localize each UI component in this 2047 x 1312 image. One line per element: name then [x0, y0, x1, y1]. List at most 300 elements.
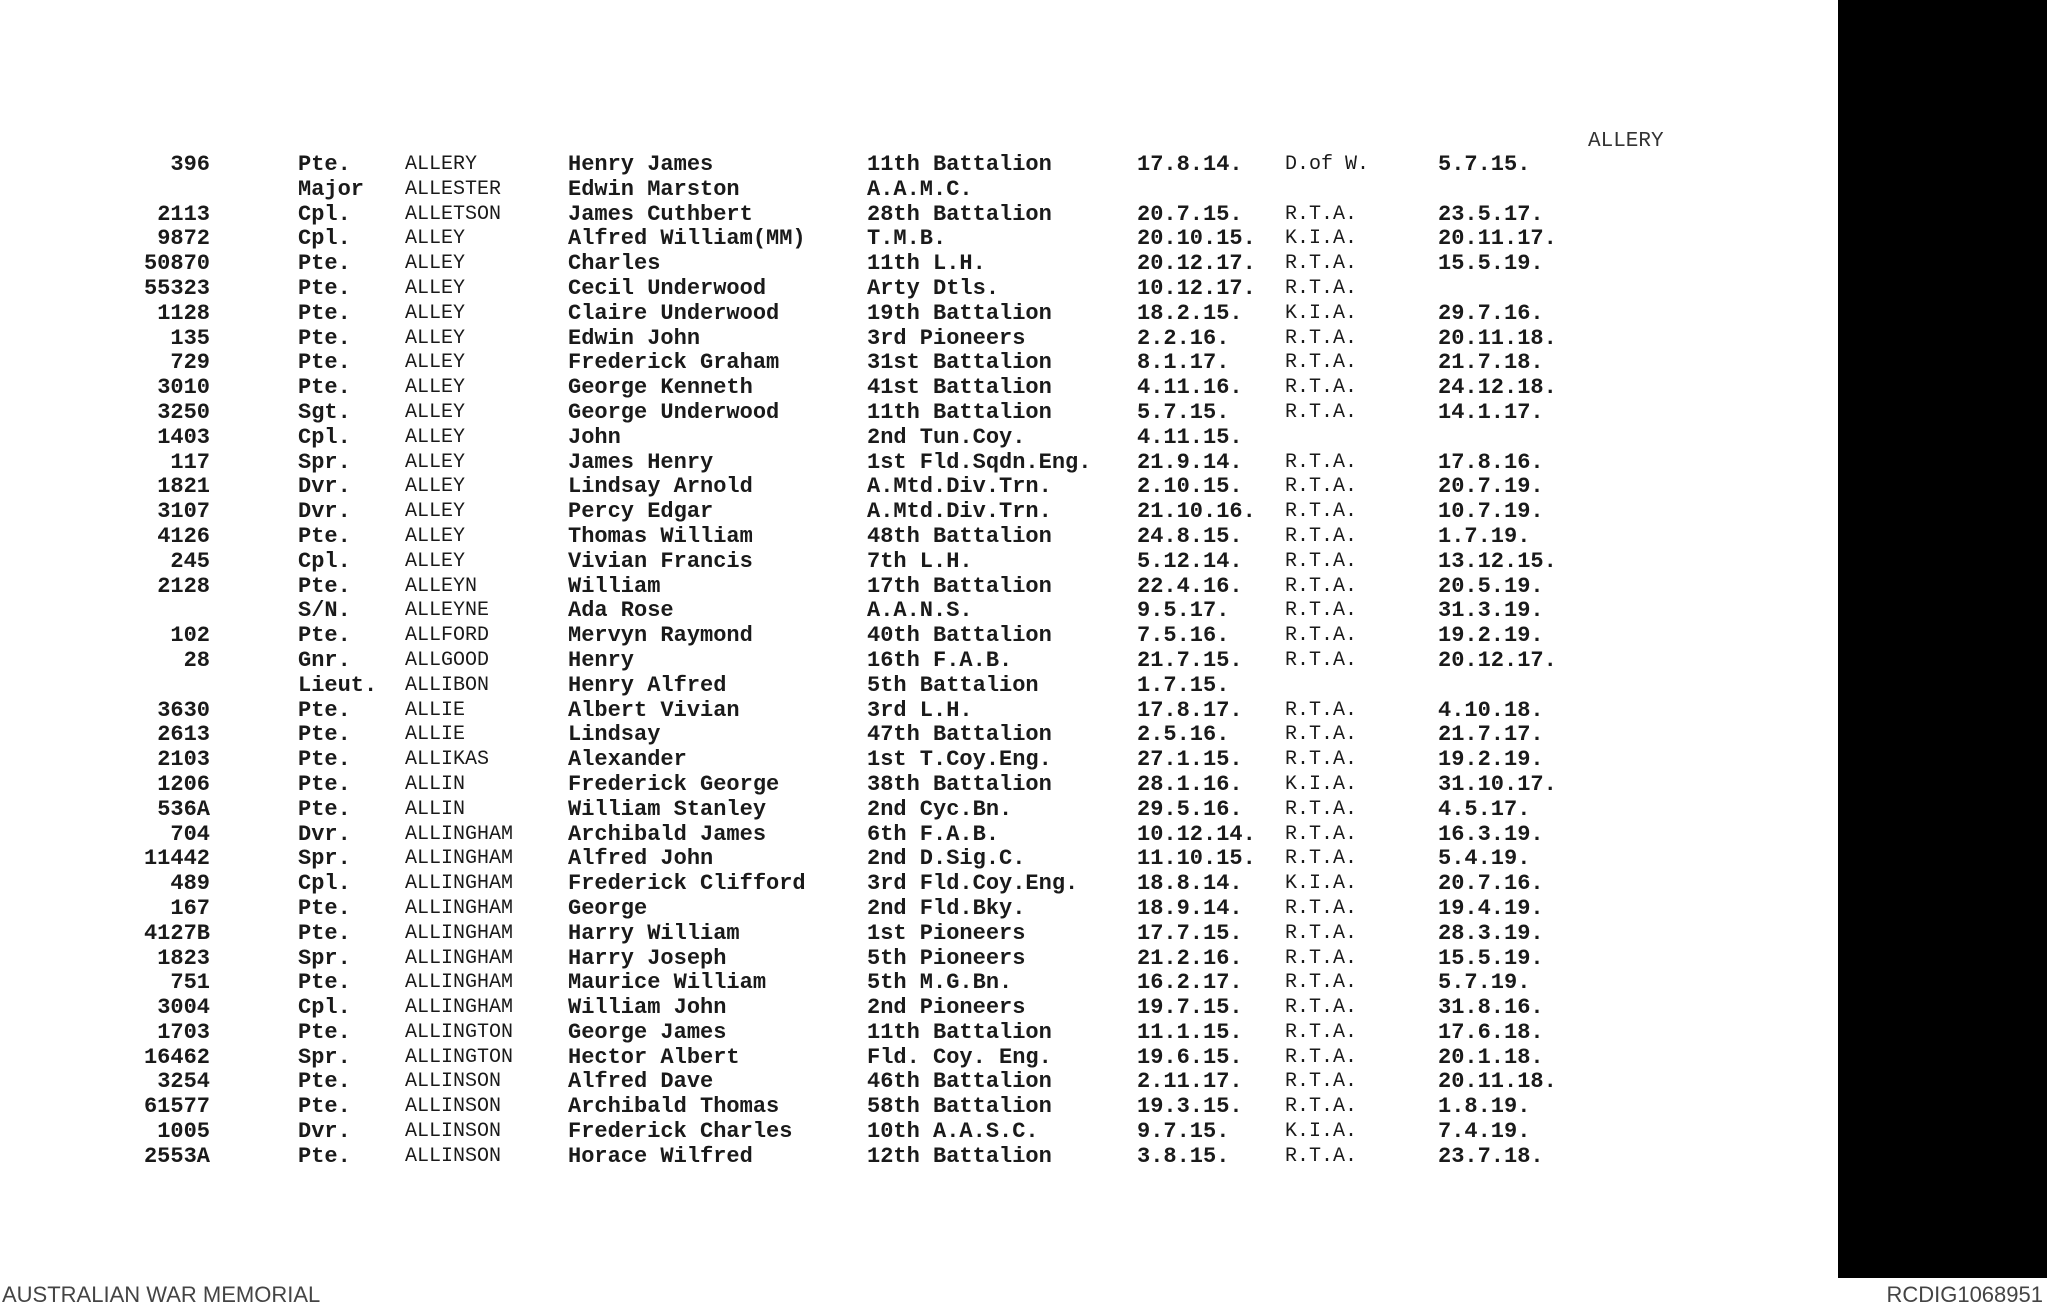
fate-date: 31.3.19. [1438, 598, 1544, 624]
unit: 28th Battalion [867, 201, 1052, 227]
fate: R.T.A. [1285, 797, 1358, 821]
fate: R.T.A. [1285, 376, 1358, 400]
enlistment-date: 27.1.15. [1137, 747, 1243, 773]
enlistment-date: 20.10.15. [1137, 226, 1256, 252]
rank: Pte. [298, 771, 351, 797]
rank: Spr. [298, 449, 351, 475]
surname: ALLIN [405, 797, 466, 821]
fate-date: 29.7.16. [1438, 300, 1544, 326]
enlistment-date: 21.10.16. [1137, 499, 1256, 525]
service-number: 28 [183, 647, 210, 673]
unit: Arty Dtls. [867, 275, 1000, 301]
fate: R.T.A. [1285, 748, 1358, 772]
rank: Dvr. [298, 1119, 351, 1145]
surname: ALLINSON [405, 1095, 502, 1119]
surname: ALLGOOD [405, 648, 490, 672]
surname: ALLIBON [405, 673, 490, 697]
unit: 19th Battalion [867, 300, 1052, 326]
fate-date: 4.5.17. [1438, 796, 1531, 822]
given-names: Maurice William [568, 970, 767, 996]
service-number: 4127B [143, 920, 210, 946]
surname: ALLINGHAM [405, 896, 514, 920]
rank: Spr. [298, 846, 351, 872]
given-names: Edwin Marston [568, 176, 740, 202]
given-names: Hector Albert [568, 1044, 740, 1070]
fate-date: 21.7.18. [1438, 350, 1544, 376]
fate-date: 23.7.18. [1438, 1143, 1544, 1169]
rank: Cpl. [298, 871, 351, 897]
rank: Dvr. [298, 474, 351, 500]
unit: 31st Battalion [867, 350, 1052, 376]
fate-date: 4.10.18. [1438, 697, 1544, 723]
unit: 12th Battalion [867, 1143, 1052, 1169]
rank: Pte. [298, 1069, 351, 1095]
fate: R.T.A. [1285, 1095, 1358, 1119]
enlistment-date: 10.12.14. [1137, 821, 1256, 847]
surname: ALLINGHAM [405, 971, 514, 995]
fate: R.T.A. [1285, 202, 1358, 226]
fate-date: 17.8.16. [1438, 449, 1544, 475]
rank: Lieut. [298, 672, 378, 698]
fate: R.T.A. [1285, 996, 1358, 1020]
service-number: 16462 [143, 1044, 210, 1070]
enlistment-date: 17.8.14. [1137, 152, 1243, 177]
unit: 40th Battalion [867, 623, 1052, 649]
surname: ALLEY [405, 450, 466, 474]
service-number: 1821 [157, 474, 210, 500]
fate-date: 20.5.19. [1438, 573, 1544, 599]
surname: ALLINSON [405, 1070, 502, 1094]
fate: R.T.A. [1285, 698, 1358, 722]
rank: Pte. [298, 697, 351, 723]
rank: Pte. [298, 251, 351, 277]
service-number: 704 [170, 821, 210, 847]
fate: R.T.A. [1285, 648, 1358, 672]
surname: ALLINSON [405, 1120, 502, 1144]
fate-date: 14.1.17. [1438, 399, 1544, 425]
service-number: 2613 [157, 722, 210, 748]
fate: R.T.A. [1285, 1144, 1358, 1168]
rank: Pte. [298, 275, 351, 301]
enlistment-date: 17.7.15. [1137, 920, 1243, 946]
rank: Pte. [298, 375, 351, 401]
given-names: George [568, 895, 648, 921]
rank: Pte. [298, 325, 351, 351]
enlistment-date: 19.6.15. [1137, 1044, 1243, 1070]
unit: 11th Battalion [867, 152, 1052, 177]
unit: 1st Pioneers [867, 920, 1026, 946]
surname: ALLERY [405, 153, 478, 176]
surname: ALLIN [405, 772, 466, 796]
rank: Spr. [298, 945, 351, 971]
fate: R.T.A. [1285, 351, 1358, 375]
enlistment-date: 19.7.15. [1137, 995, 1243, 1021]
service-number: 50870 [143, 251, 210, 277]
enlistment-date: 29.5.16. [1137, 796, 1243, 822]
enlistment-date: 19.3.15. [1137, 1094, 1243, 1120]
given-names: Albert Vivian [568, 697, 740, 723]
given-names: Frederick George [568, 771, 780, 797]
rank: Pte. [298, 1019, 351, 1045]
enlistment-date: 21.9.14. [1137, 449, 1243, 475]
fate: R.T.A. [1285, 450, 1358, 474]
given-names: Henry [568, 647, 635, 673]
fate-date: 1.7.19. [1438, 523, 1531, 549]
rank: Pte. [298, 152, 351, 177]
enlistment-date: 18.8.14. [1137, 871, 1243, 897]
surname: ALLINGHAM [405, 822, 514, 846]
service-number: 61577 [143, 1094, 210, 1120]
surname: ALLINGHAM [405, 847, 514, 871]
enlistment-date: 17.8.17. [1137, 697, 1243, 723]
fate-date: 20.11.18. [1438, 1069, 1557, 1095]
enlistment-date: 2.2.16. [1137, 325, 1230, 351]
unit: 1st T.Coy.Eng. [867, 747, 1052, 773]
rank: Cpl. [298, 226, 351, 252]
footer-id: RCDIG1068951 [1886, 1282, 2043, 1307]
fate-date: 20.11.18. [1438, 325, 1557, 351]
surname: ALLINGHAM [405, 996, 514, 1020]
rank: Pte. [298, 970, 351, 996]
scan-border [1838, 0, 2047, 1278]
enlistment-date: 18.9.14. [1137, 895, 1243, 921]
service-number: 2103 [157, 747, 210, 773]
fate-date: 23.5.17. [1438, 201, 1544, 227]
unit: 5th Battalion [867, 672, 1039, 698]
fate-date: 20.1.18. [1438, 1044, 1544, 1070]
fate: K.I.A. [1285, 772, 1358, 796]
service-number: 3010 [157, 375, 210, 401]
enlistment-date: 4.11.16. [1137, 375, 1243, 401]
surname: ALLEY [405, 549, 466, 573]
enlistment-date: 5.7.15. [1137, 399, 1230, 425]
enlistment-date: 10.12.17. [1137, 275, 1256, 301]
enlistment-date: 7.5.16. [1137, 623, 1230, 649]
rank: Pte. [298, 920, 351, 946]
surname: ALLINGTON [405, 1045, 514, 1069]
service-number: 167 [170, 895, 210, 921]
given-names: Alfred Dave [568, 1069, 714, 1095]
surname: ALLEY [405, 351, 466, 375]
service-number: 729 [170, 350, 210, 376]
fate-date: 31.8.16. [1438, 995, 1544, 1021]
enlistment-date: 9.5.17. [1137, 598, 1230, 624]
fate-date: 7.4.19. [1438, 1119, 1531, 1145]
surname: ALLETSON [405, 202, 502, 226]
unit: A.A.M.C. [867, 176, 973, 202]
rank: S/N. [298, 598, 351, 624]
unit: 2nd Tun.Coy. [867, 424, 1026, 450]
rank: Cpl. [298, 201, 351, 227]
fate-date: 1.8.19. [1438, 1094, 1531, 1120]
enlistment-date: 11.1.15. [1137, 1019, 1243, 1045]
surname: ALLIKAS [405, 748, 490, 772]
rank: Pte. [298, 722, 351, 748]
enlistment-date: 1.7.15. [1137, 672, 1230, 698]
surname: ALLIE [405, 723, 466, 747]
fate-date: 20.7.19. [1438, 474, 1544, 500]
unit: 41st Battalion [867, 375, 1052, 401]
service-number: 117 [170, 449, 210, 475]
fate: R.T.A. [1285, 847, 1358, 871]
given-names: James Henry [568, 449, 714, 475]
surname: ALLIE [405, 698, 466, 722]
surname: ALLFORD [405, 624, 490, 648]
given-names: George Kenneth [568, 375, 753, 401]
given-names: Henry Alfred [568, 672, 727, 698]
given-names: Alexander [568, 747, 687, 773]
enlistment-date: 4.11.15. [1137, 424, 1243, 450]
rank: Gnr. [298, 647, 351, 673]
service-number: 4126 [157, 523, 210, 549]
surname: ALLEY [405, 252, 466, 276]
rank: Pte. [298, 623, 351, 649]
rank: Pte. [298, 523, 351, 549]
fate: R.T.A. [1285, 599, 1358, 623]
surname: ALLEY [405, 326, 466, 350]
fate: R.T.A. [1285, 524, 1358, 548]
fate-date: 20.7.16. [1438, 871, 1544, 897]
service-number: 1128 [157, 300, 210, 326]
unit: 11th Battalion [867, 1019, 1052, 1045]
given-names: Claire Underwood [568, 300, 780, 326]
unit: 1st Fld.Sqdn.Eng. [867, 449, 1092, 475]
enlistment-date: 9.7.15. [1137, 1119, 1230, 1145]
unit: 2nd D.Sig.C. [867, 846, 1026, 872]
fate: K.I.A. [1285, 872, 1358, 896]
unit: 17th Battalion [867, 573, 1052, 599]
given-names: Cecil Underwood [568, 275, 767, 301]
unit: 16th F.A.B. [867, 647, 1013, 673]
service-number: 9872 [157, 226, 210, 252]
fate: R.T.A. [1285, 822, 1358, 846]
service-number: 2128 [157, 573, 210, 599]
unit: T.M.B. [867, 226, 947, 252]
fate-date: 19.2.19. [1438, 747, 1544, 773]
given-names: Archibald James [568, 821, 767, 847]
enlistment-date: 22.4.16. [1137, 573, 1243, 599]
unit: 5th M.G.Bn. [867, 970, 1013, 996]
fate: K.I.A. [1285, 1120, 1358, 1144]
rank: Pte. [298, 1143, 351, 1169]
fate: R.T.A. [1285, 549, 1358, 573]
service-number: 3004 [157, 995, 210, 1021]
rank: Major [298, 176, 365, 202]
service-number: 1005 [157, 1119, 210, 1145]
enlistment-date: 20.12.17. [1137, 251, 1256, 277]
unit: 2nd Pioneers [867, 995, 1026, 1021]
given-names: George James [568, 1019, 727, 1045]
given-names: Alfred John [568, 846, 714, 872]
service-number: 3107 [157, 499, 210, 525]
given-names: Harry Joseph [568, 945, 727, 971]
rank: Spr. [298, 1044, 351, 1070]
given-names: Percy Edgar [568, 499, 714, 525]
unit: 3rd L.H. [867, 697, 973, 723]
unit: 47th Battalion [867, 722, 1052, 748]
surname: ALLEY [405, 400, 466, 424]
service-number: 2113 [157, 201, 210, 227]
given-names: Lindsay Arnold [568, 474, 753, 500]
fate-date: 10.7.19. [1438, 499, 1544, 525]
surname: ALLEY [405, 500, 466, 524]
fate-date: 15.5.19. [1438, 251, 1544, 277]
fate-date: 19.2.19. [1438, 623, 1544, 649]
given-names: Frederick Clifford [568, 871, 806, 897]
service-number: 1703 [157, 1019, 210, 1045]
rank: Pte. [298, 796, 351, 822]
unit: 6th F.A.B. [867, 821, 1000, 847]
given-names: Ada Rose [568, 598, 674, 624]
fate-date: 15.5.19. [1438, 945, 1544, 971]
fate-date: 31.10.17. [1438, 771, 1557, 797]
given-names: William Stanley [568, 796, 767, 822]
unit: 11th Battalion [867, 399, 1052, 425]
enlistment-date: 2.11.17. [1137, 1069, 1243, 1095]
enlistment-date: 24.8.15. [1137, 523, 1243, 549]
fate: R.T.A. [1285, 1045, 1358, 1069]
surname: ALLEY [405, 376, 466, 400]
given-names: George Underwood [568, 399, 780, 425]
fate: R.T.A. [1285, 896, 1358, 920]
enlistment-date: 28.1.16. [1137, 771, 1243, 797]
fate-date: 24.12.18. [1438, 375, 1557, 401]
rank: Pte. [298, 1094, 351, 1120]
unit: A.Mtd.Div.Trn. [867, 474, 1052, 500]
surname: ALLEYNE [405, 599, 490, 623]
fate-date: 20.12.17. [1438, 647, 1557, 673]
surname: ALLEYN [405, 574, 478, 598]
surname: ALLINGHAM [405, 921, 514, 945]
rank: Dvr. [298, 499, 351, 525]
enlistment-date: 2.10.15. [1137, 474, 1243, 500]
unit: 3rd Fld.Coy.Eng. [867, 871, 1079, 897]
footer-institution: AUSTRALIAN WAR MEMORIAL [2, 1282, 321, 1307]
unit: 3rd Pioneers [867, 325, 1026, 351]
unit: 7th L.H. [867, 548, 973, 574]
unit: 38th Battalion [867, 771, 1052, 797]
enlistment-date: 18.2.15. [1137, 300, 1243, 326]
fate: R.T.A. [1285, 1020, 1358, 1044]
surname: ALLESTER [405, 177, 502, 201]
surname: ALLEY [405, 227, 466, 251]
fate: R.T.A. [1285, 971, 1358, 995]
given-names: Harry William [568, 920, 740, 946]
unit: 2nd Fld.Bky. [867, 895, 1026, 921]
given-names: Alfred William(MM) [568, 226, 806, 252]
fate-date: 17.6.18. [1438, 1019, 1544, 1045]
enlistment-date: 2.5.16. [1137, 722, 1230, 748]
service-number: 396 [170, 152, 210, 177]
rank: Sgt. [298, 399, 351, 425]
unit: 11th L.H. [867, 251, 986, 277]
service-number: 245 [170, 548, 210, 574]
enlistment-date: 5.12.14. [1137, 548, 1243, 574]
service-number: 2553A [143, 1143, 210, 1169]
fate: D.of W. [1285, 153, 1370, 176]
enlistment-date: 20.7.15. [1137, 201, 1243, 227]
given-names: John [568, 424, 621, 450]
enlistment-date: 21.7.15. [1137, 647, 1243, 673]
fate-date: 19.4.19. [1438, 895, 1544, 921]
fate: K.I.A. [1285, 301, 1358, 325]
surname: ALLINGHAM [405, 872, 514, 896]
surname: ALLEY [405, 524, 466, 548]
fate-date: 28.3.19. [1438, 920, 1544, 946]
fate-date: 5.7.15. [1438, 152, 1531, 177]
fate: R.T.A. [1285, 252, 1358, 276]
service-number: 1823 [157, 945, 210, 971]
fate-date: 13.12.15. [1438, 548, 1557, 574]
unit: A.Mtd.Div.Trn. [867, 499, 1052, 525]
fate: R.T.A. [1285, 921, 1358, 945]
unit: 48th Battalion [867, 523, 1052, 549]
rank: Pte. [298, 747, 351, 773]
fate: K.I.A. [1285, 227, 1358, 251]
rank: Dvr. [298, 821, 351, 847]
footer [0, 1278, 2047, 1312]
given-names: William [568, 573, 661, 599]
given-names: Henry James [568, 152, 714, 177]
service-number: 1403 [157, 424, 210, 450]
service-number: 751 [170, 970, 210, 996]
given-names: Horace Wilfred [568, 1143, 753, 1169]
fate: R.T.A. [1285, 326, 1358, 350]
unit: 58th Battalion [867, 1094, 1052, 1120]
service-number: 536A [157, 796, 210, 822]
service-number: 11442 [143, 846, 210, 872]
surname: ALLEY [405, 301, 466, 325]
surname: ALLEY [405, 425, 466, 449]
fate: R.T.A. [1285, 624, 1358, 648]
service-number: 102 [170, 623, 210, 649]
unit: 46th Battalion [867, 1069, 1052, 1095]
surname: ALLEY [405, 475, 466, 499]
given-names: Archibald Thomas [568, 1094, 780, 1120]
service-number: 3254 [157, 1069, 210, 1095]
service-number: 135 [170, 325, 210, 351]
fate-date: 20.11.17. [1438, 226, 1557, 252]
service-number: 3250 [157, 399, 210, 425]
fate: R.T.A. [1285, 276, 1358, 300]
fate: R.T.A. [1285, 946, 1358, 970]
rank: Cpl. [298, 548, 351, 574]
given-names: Thomas William [568, 523, 753, 549]
given-names: Vivian Francis [568, 548, 753, 574]
given-names: Frederick Graham [568, 350, 780, 376]
unit: 2nd Cyc.Bn. [867, 796, 1013, 822]
rank: Pte. [298, 300, 351, 326]
fate: R.T.A. [1285, 1070, 1358, 1094]
fate: R.T.A. [1285, 400, 1358, 424]
given-names: James Cuthbert [568, 201, 753, 227]
given-names: Frederick Charles [568, 1119, 793, 1145]
fate-date: 21.7.17. [1438, 722, 1544, 748]
given-names: William John [568, 995, 727, 1021]
fate-date: 5.7.19. [1438, 970, 1531, 996]
rank: Pte. [298, 895, 351, 921]
page-heading: ALLERY [1588, 130, 1664, 153]
unit: 10th A.A.S.C. [867, 1119, 1039, 1145]
given-names: Edwin John [568, 325, 701, 351]
rank: Pte. [298, 350, 351, 376]
surname: ALLEY [405, 276, 466, 300]
unit: Fld. Coy. Eng. [867, 1044, 1052, 1070]
rank: Pte. [298, 573, 351, 599]
fate-date: 5.4.19. [1438, 846, 1531, 872]
given-names: Mervyn Raymond [568, 623, 753, 649]
fate: R.T.A. [1285, 500, 1358, 524]
